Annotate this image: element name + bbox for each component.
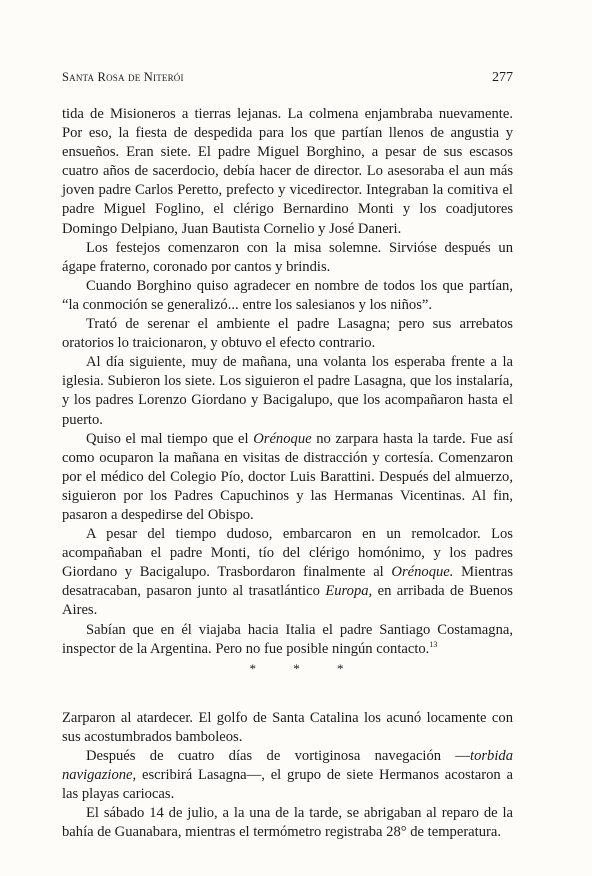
paragraph xyxy=(62,525,513,620)
running-title-part: Niterói xyxy=(143,70,184,84)
text-run: Mientras desatracaban, pasaron junto al trasatlántico xyxy=(62,564,514,600)
running-title-part: Santa Rosa xyxy=(62,70,125,84)
paragraph: tida de Misioneros a tierras lejanas. La colmena enjambraba nuevamente. Por eso, la fiesta de despedida para los que partían llenos de angustia y ensueños. Eran siete. El padre Miguel Borghino, a pesar de sus escasos cuatro años de sacerdocio, debía hacer de director. Lo asesoraba el aun más joven padre Carlos Peretto, prefecto y vicedirector. Integraban la comitiva el padre Miguel Foglino, el clérigo Bernardino Monti y los coadjutores Domingo Delpiano, Juan Bautista Cornelio y José Daneri. xyxy=(62,106,513,237)
text-run: en arribada de Buenos Aires. xyxy=(62,583,513,619)
paragraph xyxy=(62,430,513,525)
text-run: escribirá Lasagna—, el grupo de siete Hermanos acostaron a las playas cariocas. xyxy=(62,767,513,803)
paragraph: Zarparon al atardecer. El golfo de Santa Catalina los acunó locamente con sus acostumbrados bamboleos. xyxy=(62,709,513,745)
text-run: Después de cuatro días de vortiginosa navegación — xyxy=(86,747,471,764)
paragraph: Al día siguiente, muy de mañana, una volanta los esperaba frente a la iglesia. Subieron los siete. Los siguieron el padre Lasagna, que los instalaría, y los padres Lorenzo Giordano y Bacigalupo, que los acompañaron hasta el puerto. xyxy=(62,354,513,428)
text-run: no zarpara hasta la tarde. Fue así como ocuparon la mañana en visitas de distracción y cortesía. Comenzaron por el médico del Colegio Pío, doctor Luis Barattini. Después del almuerzo, siguieron por los Padres Capuchinos y las Hermanas Vicentinas. Al fin, pasaron a despedirse del Obispo. xyxy=(62,430,514,523)
section-separator: * * * xyxy=(249,660,344,676)
ship-name: Orénoque xyxy=(253,430,312,447)
page-number: 277 xyxy=(492,70,513,85)
body-text xyxy=(62,105,513,842)
italic-quote: torbida navigazione, xyxy=(62,747,513,783)
paragraph: El sábado 14 de julio, a la una de la tarde, se abrigaban al reparo de la bahía de Guanabara, mientras el termómetro registraba 28° de temperatura. xyxy=(62,805,513,841)
paragraph xyxy=(62,621,513,659)
text-run: A pesar del tiempo dudoso, embarcaron en un remolcador. Los acompañaban el padre Monti, tío del clérigo homónimo, y los padres Giordano y Bacigalupo. Trasbordaron finalmente al xyxy=(62,526,513,581)
ship-name: Orénoque. xyxy=(391,564,454,581)
paragraph: Los festejos comenzaron con la misa solemne. Sirvióse después un ágape fraterno, coronado por cantos y brindis. xyxy=(62,239,513,275)
text-run: Sabían que en él viajaba hacia Italia el padre Santiago Costamagna, inspector de la Argentina. Pero no fue posible ningún contacto. xyxy=(62,621,513,657)
page-header xyxy=(62,70,513,86)
paragraph: Trató de serenar el ambiente el padre Lasagna; pero sus arrebatos oratorios lo traicionaron, y obtuvo el efecto contrario. xyxy=(62,316,513,352)
running-title xyxy=(62,70,184,85)
paragraph: Cuando Borghino quiso agradecer en nombre de todos los que partían, “la conmoción se generalizó... entre los salesianos y los niños”. xyxy=(62,277,513,313)
text-run: Quiso el mal tiempo que el xyxy=(86,430,254,447)
paragraph xyxy=(62,747,513,804)
footnote-ref: 13 xyxy=(429,639,438,649)
ship-name: Europa, xyxy=(325,583,373,600)
running-title-part: de xyxy=(124,70,144,84)
